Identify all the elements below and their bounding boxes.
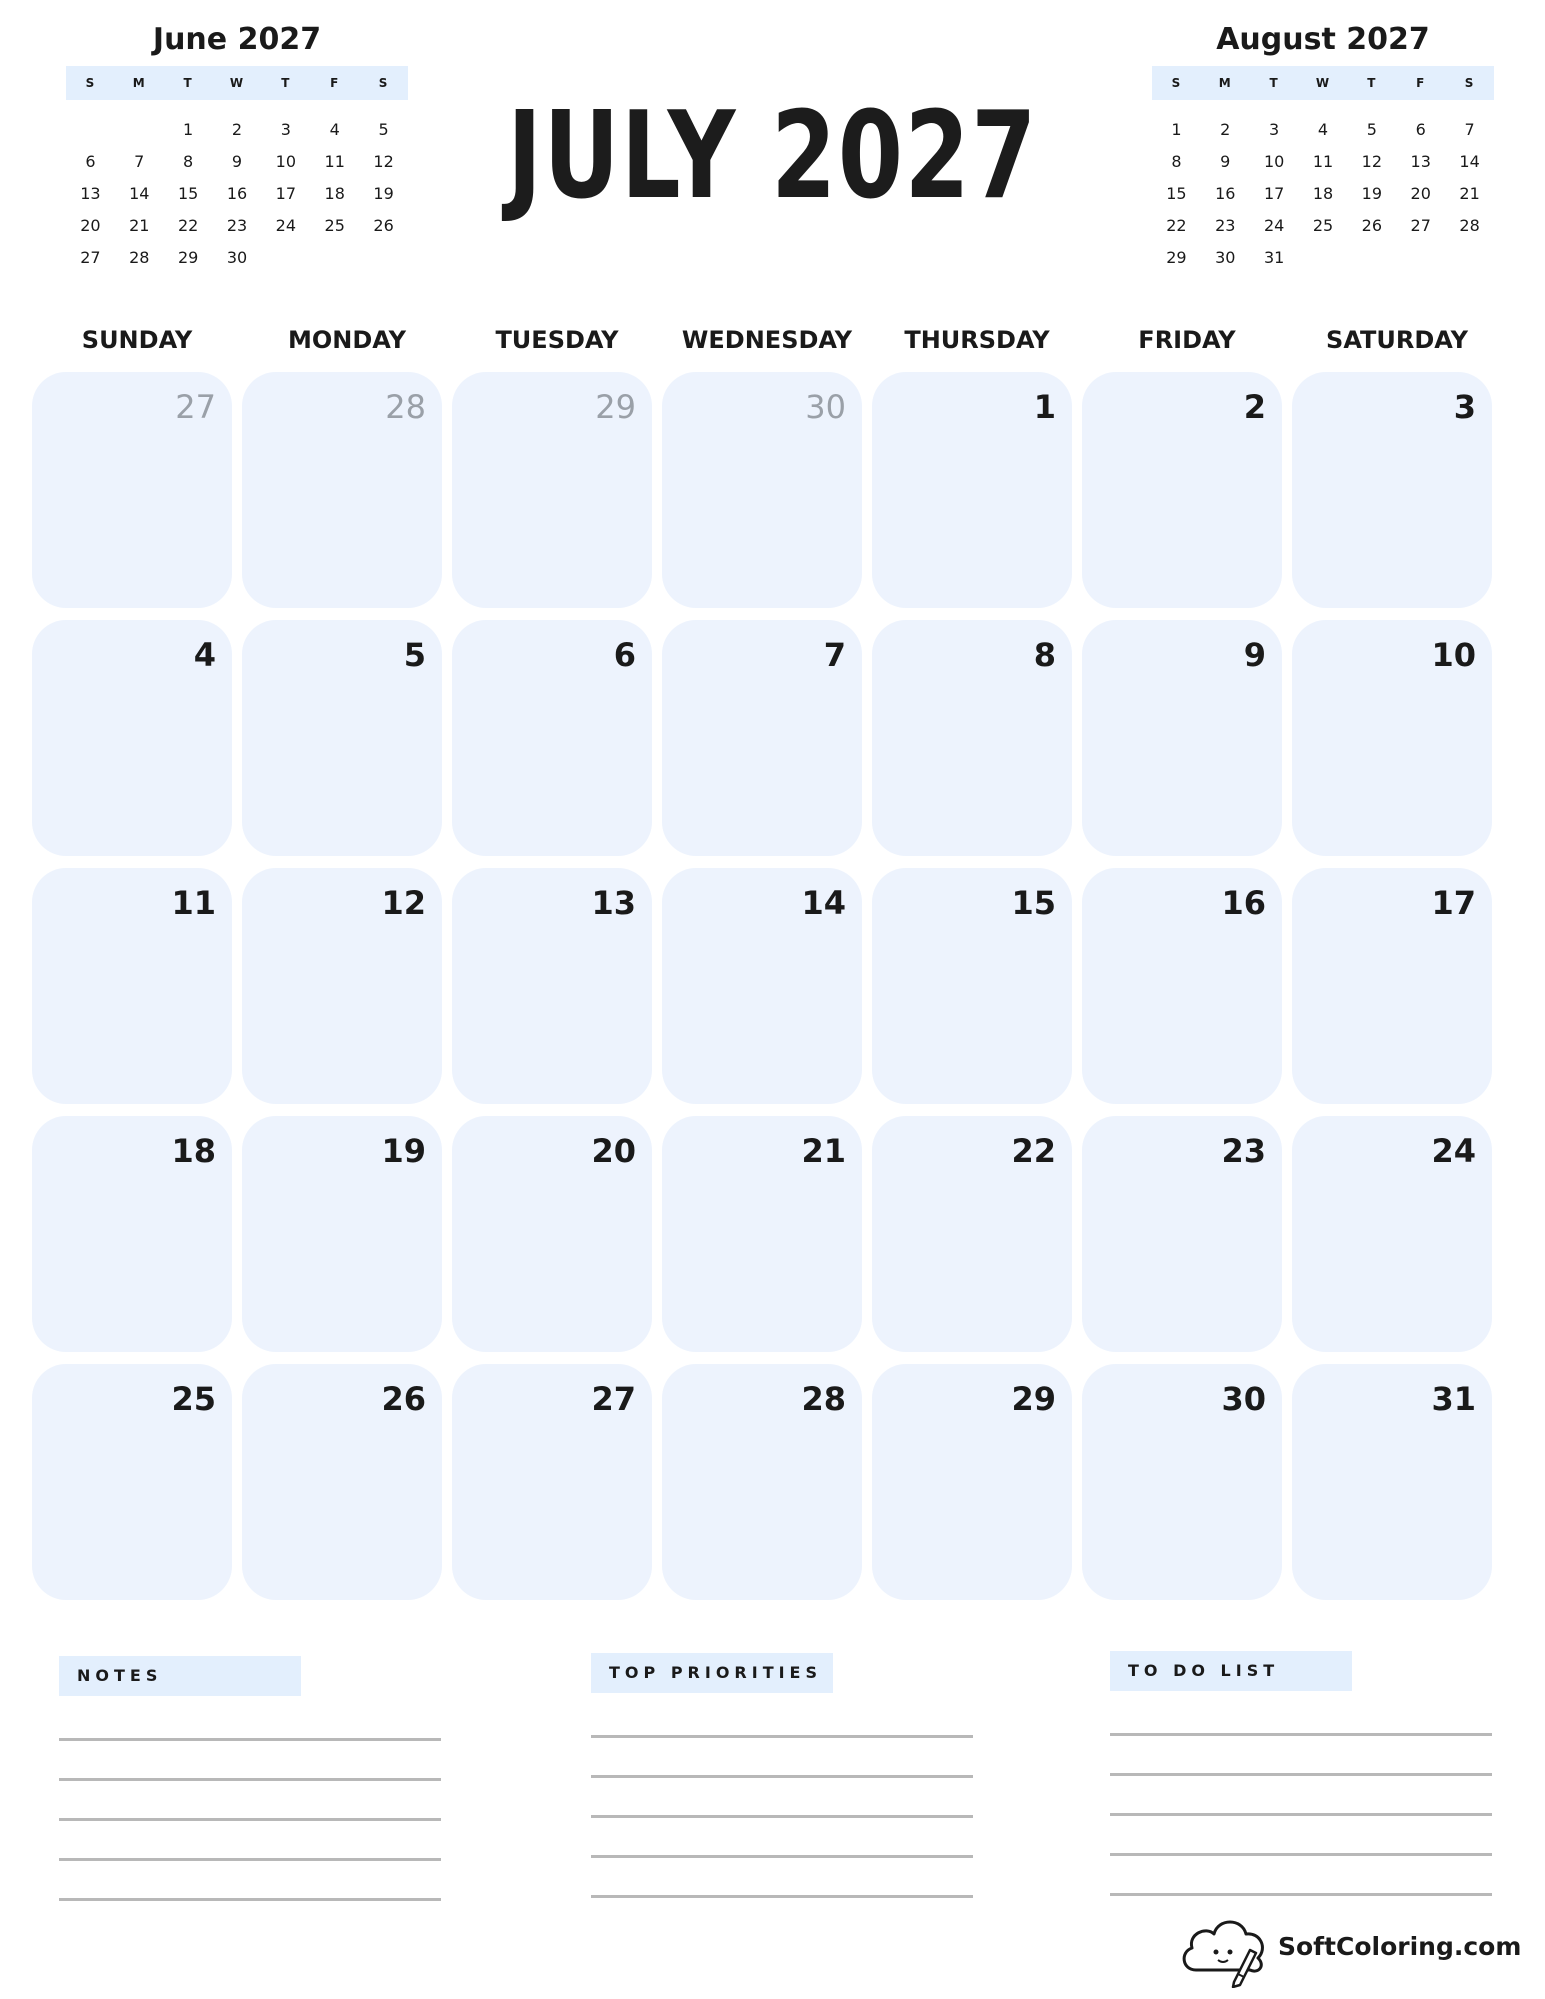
day-number: 21	[801, 1132, 846, 1170]
mini-day: 9	[231, 152, 243, 171]
day-number: 29	[1011, 1380, 1056, 1418]
mini-day: 14	[1459, 152, 1480, 171]
mini-weekday-label: T	[281, 76, 291, 90]
day-cell[interactable]	[662, 1116, 862, 1352]
mini-day: 23	[226, 216, 248, 235]
mini-day	[261, 242, 310, 274]
day-number: 22	[1011, 1132, 1056, 1170]
brand-name: SoftColoring.com	[1278, 1932, 1522, 1961]
mini-day: 16	[226, 184, 248, 203]
day-number: 3	[1453, 388, 1476, 426]
mini-day	[115, 274, 164, 306]
mini-day: 18	[1312, 184, 1334, 203]
mini-day: 3	[280, 120, 291, 139]
mini-calendar-weekdays	[66, 66, 408, 100]
mini-calendar-weekdays	[1152, 66, 1494, 100]
day-number: 2	[1243, 388, 1266, 426]
mini-weekday-label: T	[1269, 76, 1279, 90]
weekday-label: SATURDAY	[1326, 326, 1468, 354]
day-cell[interactable]	[872, 1116, 1072, 1352]
day-cell[interactable]	[242, 620, 442, 856]
day-cell[interactable]	[452, 868, 652, 1104]
mini-day: 17	[275, 184, 297, 203]
mini-weekday-label: S	[378, 76, 389, 90]
day-number: 15	[1011, 884, 1056, 922]
mini-day: 7	[1464, 120, 1475, 139]
day-cell[interactable]	[1292, 372, 1492, 608]
mini-day: 2	[1220, 120, 1231, 139]
day-cell[interactable]	[32, 1116, 232, 1352]
day-cell-outside-month[interactable]	[452, 372, 652, 608]
mini-weekday-label: S	[85, 76, 96, 90]
mini-calendar-days	[66, 114, 408, 306]
weekday-label: WEDNESDAY	[681, 326, 853, 354]
mini-day: 22	[1166, 216, 1187, 235]
priorities-lines	[591, 1735, 973, 1898]
mini-day: 27	[1410, 216, 1431, 235]
mini-day	[1299, 242, 1348, 274]
day-cell[interactable]	[1082, 372, 1282, 608]
day-number: 31	[1431, 1380, 1476, 1418]
mini-day: 20	[80, 216, 101, 235]
mini-day: 28	[129, 248, 150, 267]
day-cell[interactable]	[1292, 620, 1492, 856]
day-cell[interactable]	[872, 620, 1072, 856]
mini-day: 21	[129, 216, 150, 235]
day-number: 20	[591, 1132, 636, 1170]
mini-day: 25	[1312, 216, 1334, 235]
day-cell-outside-month[interactable]	[242, 372, 442, 608]
brand-logo	[1178, 1908, 1522, 1988]
writing-line	[1110, 1893, 1492, 1896]
day-number: 12	[381, 884, 426, 922]
day-number: 9	[1243, 636, 1266, 674]
day-number: 10	[1431, 636, 1476, 674]
todo-lines	[1110, 1733, 1492, 1896]
mini-day: 30	[1215, 248, 1236, 267]
mini-calendar-next	[1152, 20, 1494, 274]
mini-day: 10	[275, 152, 297, 171]
day-cell[interactable]	[452, 1364, 652, 1600]
mini-day: 5	[378, 120, 389, 139]
mini-day: 20	[1410, 184, 1431, 203]
mini-weekday-label: F	[330, 76, 340, 90]
mini-day: 26	[1361, 216, 1383, 235]
mini-day: 10	[1263, 152, 1285, 171]
mini-day: 7	[134, 152, 145, 171]
day-number: 29	[595, 388, 636, 426]
mini-calendar-prev	[66, 20, 408, 306]
writing-line	[59, 1778, 441, 1781]
day-cell[interactable]	[662, 868, 862, 1104]
mini-day: 19	[373, 184, 394, 203]
writing-line	[591, 1775, 973, 1778]
writing-line	[59, 1898, 441, 1901]
writing-line	[59, 1858, 441, 1861]
mini-day: 12	[373, 152, 394, 171]
writing-line	[1110, 1853, 1492, 1856]
day-number: 25	[171, 1380, 216, 1418]
weekday-label: SUNDAY	[81, 326, 193, 354]
priorities-section	[591, 1653, 973, 1935]
day-cell[interactable]	[872, 372, 1072, 608]
mini-day: 14	[129, 184, 150, 203]
day-number: 14	[801, 884, 846, 922]
mini-day: 4	[1317, 120, 1329, 139]
todo-section	[1110, 1651, 1492, 1933]
day-number: 27	[175, 388, 216, 426]
day-number: 1	[1033, 388, 1056, 426]
calendar-grid	[32, 372, 1502, 1600]
writing-line	[591, 1735, 973, 1738]
mini-day: 13	[80, 184, 101, 203]
writing-line	[1110, 1773, 1492, 1776]
day-cell[interactable]	[1082, 620, 1282, 856]
day-number: 17	[1431, 884, 1476, 922]
writing-line	[1110, 1733, 1492, 1736]
day-number: 16	[1221, 884, 1266, 922]
mini-weekday-label: S	[1171, 76, 1182, 90]
mini-day: 26	[373, 216, 394, 235]
day-cell[interactable]	[872, 868, 1072, 1104]
mini-day	[1445, 242, 1494, 274]
mini-day: 31	[1263, 248, 1285, 267]
mini-weekday-label: T	[1367, 76, 1377, 90]
mini-day	[115, 114, 164, 146]
day-cell[interactable]	[1292, 1364, 1492, 1600]
day-number: 8	[1033, 636, 1056, 674]
mini-weekday-label: S	[1464, 76, 1475, 90]
mini-day	[359, 242, 408, 274]
mini-day: 24	[275, 216, 297, 235]
priorities-label: TOP PRIORITIES	[591, 1653, 833, 1693]
day-number: 26	[381, 1380, 426, 1418]
mini-weekday-label: W	[229, 76, 245, 90]
weekday-header	[32, 320, 1502, 360]
day-cell[interactable]	[662, 1364, 862, 1600]
mini-day: 24	[1263, 216, 1285, 235]
writing-line	[59, 1738, 441, 1741]
mini-day: 30	[226, 248, 248, 267]
mini-day: 25	[324, 216, 345, 235]
mini-day: 27	[80, 248, 101, 267]
day-cell[interactable]	[1082, 1116, 1282, 1352]
mini-day: 22	[177, 216, 199, 235]
day-cell-outside-month[interactable]	[32, 372, 232, 608]
mini-day: 13	[1410, 152, 1431, 171]
mini-day: 15	[1166, 184, 1187, 203]
mini-day: 21	[1459, 184, 1480, 203]
mini-day: 4	[329, 120, 340, 139]
mini-day: 23	[1215, 216, 1236, 235]
mini-day: 1	[1171, 120, 1182, 139]
weekday-label: FRIDAY	[1138, 326, 1236, 354]
day-cell[interactable]	[1292, 868, 1492, 1104]
mini-day: 28	[1459, 216, 1480, 235]
mini-day: 8	[1171, 152, 1182, 171]
writing-line	[1110, 1813, 1492, 1816]
mini-day: 8	[183, 152, 194, 171]
mini-weekday-label: F	[1416, 76, 1426, 90]
day-number: 6	[613, 636, 636, 674]
notes-lines	[59, 1738, 441, 1901]
day-number: 19	[381, 1132, 426, 1170]
day-cell[interactable]	[662, 620, 862, 856]
mini-weekday-label: M	[132, 76, 146, 90]
mini-day: 12	[1361, 152, 1383, 171]
day-number: 4	[193, 636, 216, 674]
day-number: 11	[171, 884, 216, 922]
mini-day: 29	[1166, 248, 1187, 267]
day-cell[interactable]	[1292, 1116, 1492, 1352]
mini-calendar-title: August 2027	[1216, 22, 1430, 57]
page-title: JULY 2027	[507, 87, 1038, 226]
mini-day	[66, 274, 115, 306]
day-number: 30	[805, 388, 846, 426]
day-number: 18	[171, 1132, 216, 1170]
day-number: 13	[591, 884, 636, 922]
todo-label: TO DO LIST	[1110, 1651, 1352, 1691]
day-cell[interactable]	[1082, 1364, 1282, 1600]
cloud-pencil-icon	[1178, 1908, 1274, 1988]
writing-line	[591, 1895, 973, 1898]
mini-day: 16	[1215, 184, 1236, 203]
mini-day	[1396, 242, 1445, 274]
day-cell[interactable]	[32, 868, 232, 1104]
writing-line	[591, 1855, 973, 1858]
day-number: 24	[1431, 1132, 1476, 1170]
day-number: 27	[591, 1380, 636, 1418]
mini-day: 15	[177, 184, 199, 203]
mini-day: 19	[1361, 184, 1383, 203]
day-cell[interactable]	[32, 620, 232, 856]
day-number: 28	[801, 1380, 846, 1418]
mini-day: 29	[177, 248, 199, 267]
mini-day: 1	[183, 120, 194, 139]
mini-calendar-days	[1152, 114, 1494, 274]
day-cell[interactable]	[452, 1116, 652, 1352]
writing-line	[59, 1818, 441, 1821]
notes-label: NOTES	[59, 1656, 301, 1696]
mini-day: 6	[85, 152, 96, 171]
day-cell-outside-month[interactable]	[662, 372, 862, 608]
day-cell[interactable]	[32, 1364, 232, 1600]
day-cell[interactable]	[242, 1116, 442, 1352]
mini-day: 6	[1415, 120, 1426, 139]
mini-day: 9	[1220, 152, 1231, 171]
mini-day: 2	[231, 120, 243, 139]
mini-day	[310, 242, 359, 274]
mini-weekday-label: W	[1315, 76, 1331, 90]
mini-day	[66, 114, 115, 146]
mini-day: 3	[1269, 120, 1280, 139]
day-number: 5	[403, 636, 426, 674]
mini-day: 17	[1263, 184, 1285, 203]
day-cell[interactable]	[872, 1364, 1072, 1600]
mini-day: 5	[1366, 120, 1377, 139]
mini-calendar-title: June 2027	[152, 22, 322, 57]
mini-day: 11	[1312, 152, 1334, 171]
day-number: 28	[385, 388, 426, 426]
mini-day	[1347, 242, 1396, 274]
weekday-label: TUESDAY	[495, 326, 619, 354]
day-cell[interactable]	[1082, 868, 1282, 1104]
mini-weekday-label: M	[1218, 76, 1232, 90]
day-cell[interactable]	[242, 868, 442, 1104]
weekday-label: MONDAY	[288, 326, 406, 354]
mini-weekday-label: T	[183, 76, 193, 90]
writing-line	[591, 1815, 973, 1818]
day-number: 30	[1221, 1380, 1266, 1418]
day-number: 7	[823, 636, 846, 674]
notes-section	[59, 1656, 441, 1938]
mini-day: 11	[324, 152, 345, 171]
weekday-label: THURSDAY	[904, 326, 1050, 354]
day-number: 23	[1221, 1132, 1266, 1170]
day-cell[interactable]	[242, 1364, 442, 1600]
day-cell[interactable]	[452, 620, 652, 856]
mini-day: 18	[324, 184, 345, 203]
